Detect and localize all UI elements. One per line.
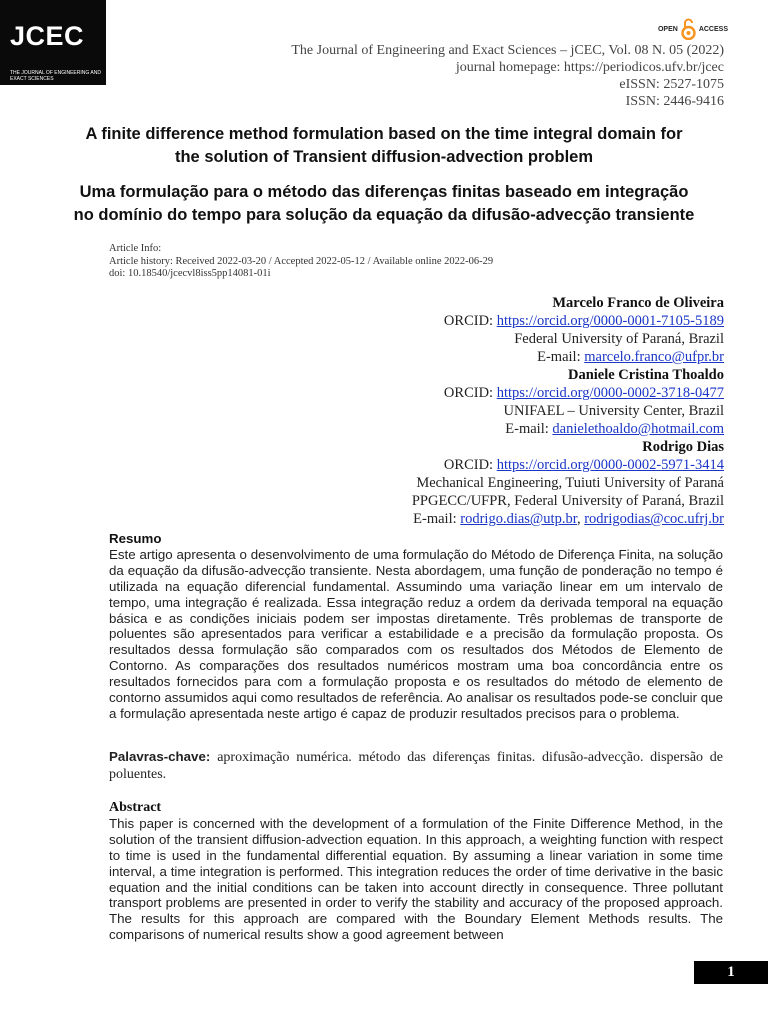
resumo-heading: Resumo bbox=[109, 531, 162, 546]
journal-header bbox=[291, 42, 724, 110]
article-info-label: Article Info: bbox=[109, 243, 162, 254]
email-label: E-mail: bbox=[413, 511, 461, 527]
article-doi: doi: 10.18540/jcecvl8iss5pp14081-01i bbox=[109, 268, 271, 279]
orcid-label: ORCID: bbox=[443, 457, 497, 473]
title-english-line: the solution of Transient diffusion-advection problem bbox=[174, 148, 593, 166]
orcid-link[interactable]: https://orcid.org/0000-0002-5971-3414 bbox=[496, 457, 724, 473]
keywords-section bbox=[109, 749, 723, 783]
article-history: Article history: Received 2022-03-20 / Accepted 2022-05-12 / Available online 2022-06-29 bbox=[109, 255, 494, 267]
author-orcid-line bbox=[412, 456, 724, 474]
open-access-prefix: OPEN bbox=[657, 25, 678, 33]
journal-citation: The Journal of Engineering and Exact Sciences – jCEC, Vol. 08 N. 05 (2022) bbox=[291, 43, 724, 58]
email-separator: , bbox=[576, 511, 585, 527]
author-email-line bbox=[412, 420, 724, 438]
title-english bbox=[40, 123, 728, 169]
page-number: 1 bbox=[694, 961, 768, 984]
email-label: E-mail: bbox=[505, 421, 553, 437]
logo-title: JCEC bbox=[10, 21, 85, 51]
author-affiliation: UNIFAEL – University Center, Brazil bbox=[503, 403, 724, 419]
logo-subtitle: THE JOURNAL OF ENGINEERING AND EXACT SCIENCES bbox=[10, 70, 101, 82]
journal-eissn: eISSN: 2527-1075 bbox=[619, 77, 724, 92]
email-link[interactable]: rodrigodias@coc.ufrj.br bbox=[584, 511, 724, 527]
resumo-text: Este artigo apresenta o desenvolvimento de uma formulação do Método de Diferença Finita, na solução da equação da difusão-advecção transiente. Nesta abordagem, uma função de ponderação no tempo é utilizada na equação diferencial fundamental. Assumindo uma variação linear em um intervalo de tempo, uma integração é realizada. Essa integração reduz a ordem da derivada temporal na equação básica e as condições iniciais podem ser impostas diretamente. Três problemas de transporte de poluentes são apresentados para verificar a estabilidade e a precisão da formulação proposta. Os resultados dessa formulação são comparados com os resultados dos Métodos de Elemento de Contorno. As comparações dos resultados numéricos mostram uma boa concordância entre os resultados fornecidos para com a formulação proposta e os resultados do método de elemento de contorno assumidos aqui como resultados de referência. Ao analisar os resultados pode-se concluir que a formulação apresentada neste artigo é capaz de produzir resultados precisos para o problema. bbox=[109, 546, 723, 721]
open-access-lock-icon bbox=[681, 18, 696, 40]
email-link[interactable]: rodrigo.dias@utp.br bbox=[460, 511, 577, 527]
article-info bbox=[109, 243, 493, 281]
author-block bbox=[412, 294, 724, 528]
email-label: E-mail: bbox=[537, 349, 585, 365]
title-portuguese bbox=[40, 181, 728, 227]
keywords-text: aproximação numérica. método das diferenças finitas. difusão-advecção. dispersão de poluentes. bbox=[109, 750, 723, 782]
journal-homepage[interactable]: journal homepage: https://periodicos.ufv.br/jcec bbox=[455, 60, 724, 75]
open-access-label: ACCESS bbox=[698, 25, 728, 33]
abstract-section bbox=[109, 800, 723, 943]
author-orcid-line bbox=[412, 384, 724, 402]
orcid-label: ORCID: bbox=[443, 313, 497, 329]
journal-logo bbox=[0, 0, 106, 85]
email-link[interactable]: marcelo.franco@ufpr.br bbox=[584, 349, 724, 365]
abstract-heading: Abstract bbox=[109, 800, 162, 815]
open-access-badge bbox=[658, 18, 728, 40]
orcid-link[interactable]: https://orcid.org/0000-0001-7105-5189 bbox=[496, 313, 724, 329]
title-portuguese-line: no domínio do tempo para solução da equação da difusão-advecção transiente bbox=[73, 206, 695, 224]
author-affiliation: PPGECC/UFPR, Federal University of Paraná, Brazil bbox=[411, 493, 724, 509]
abstract-text: This paper is concerned with the development of a formulation of the Finite Difference Method, in the solution of the transient diffusion-advection equation. In this approach, a weighting function with respect to time is used in the fundamental differential equation. By assuming a linear variation in some time interval, a time integration is performed. This integration reduces the order of time derivative in the basic equation and the initial conditions can be taken into account directly in consequence. Three pollutant transport problems are presented in order to verify the stability and accuracy of the proposed approach. The results for this approach are compared with the Boundary Element Methods results. The comparisons of numerical results show a good agreement between bbox=[109, 815, 723, 943]
orcid-label: ORCID: bbox=[443, 385, 497, 401]
author-name: Daniele Cristina Thoaldo bbox=[567, 367, 724, 383]
orcid-link[interactable]: https://orcid.org/0000-0002-3718-0477 bbox=[496, 385, 724, 401]
author-email-line bbox=[412, 510, 724, 528]
title-english-line: A finite difference method formulation based on the time integral domain for bbox=[85, 125, 683, 143]
author-name: Marcelo Franco de Oliveira bbox=[552, 295, 724, 311]
title-portuguese-line: Uma formulação para o método das diferenças finitas baseado em integração bbox=[79, 183, 689, 201]
author-affiliation: Federal University of Paraná, Brazil bbox=[514, 331, 724, 347]
resumo-section bbox=[109, 531, 723, 722]
email-link[interactable]: danielethoaldo@hotmail.com bbox=[552, 421, 724, 437]
author-name: Rodrigo Dias bbox=[642, 439, 724, 455]
author-email-line bbox=[412, 348, 724, 366]
author-orcid-line bbox=[412, 312, 724, 330]
keywords-label: Palavras-chave: bbox=[109, 749, 218, 764]
author-affiliation: Mechanical Engineering, Tuiuti University of Paraná bbox=[416, 475, 724, 491]
journal-issn: ISSN: 2446-9416 bbox=[625, 94, 724, 109]
